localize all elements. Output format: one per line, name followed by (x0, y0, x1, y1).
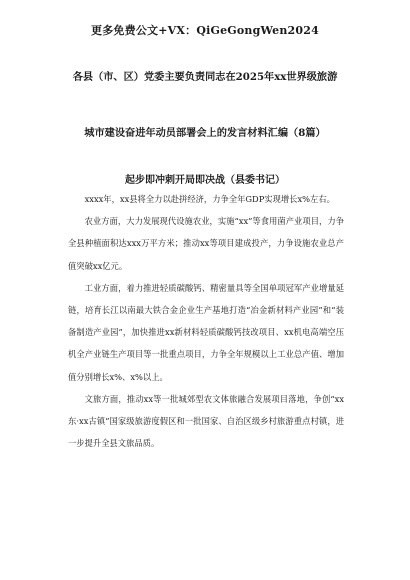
paragraph-industry: 工业方面，着力推进轻质碳酸钙、精密量具等全国单项冠军产业增量延链，培育长江以南最大铁合金企业生产基地打造“冶金新材料产业园”和“装备制造产业园”，加快推进xx新材料轻质碳酸钙技改项目、xx机电高端空压机全产业链生产项目等一批重点项目，力争全年规模以上工业总产值、增加值分别增长x%、x%以上。 (68, 282, 344, 382)
promo-header: 更多免费公文+VX：QiGeGongWen2024 (91, 24, 319, 37)
document-title-line-1: 各县（市、区）党委主要负责同志在2025年xx世界级旅游 (72, 71, 338, 83)
paragraph-agriculture: 农业方面，大力发展现代设施农业，实施“xx”等食用菌产业项目，力争全县种植面积达xxx万平方米；推动xx等项目建成投产，力争设施农业总产值突破xx亿元。 (68, 216, 344, 271)
section-title: 起步即冲刺开局即决战（县委书记） (125, 175, 285, 186)
document-body (68, 188, 344, 454)
document-title-line-2: 城市建设奋进年动员部署会上的发言材料汇编（8篇） (84, 127, 326, 139)
paragraph-culture-tourism: 文旅方面，推动xx等一批城郊型农文体旅融合发展项目落地，争创“xx东·xx古镇”国家级旅游度假区和一批国家、自治区级乡村旅游重点村镇，进一步提升全县文旅品质。 (68, 393, 344, 449)
paragraph-intro: xxxx年，xx县将全力以赴拼经济，力争全年GDP实现增长x%左右。 (84, 194, 335, 204)
